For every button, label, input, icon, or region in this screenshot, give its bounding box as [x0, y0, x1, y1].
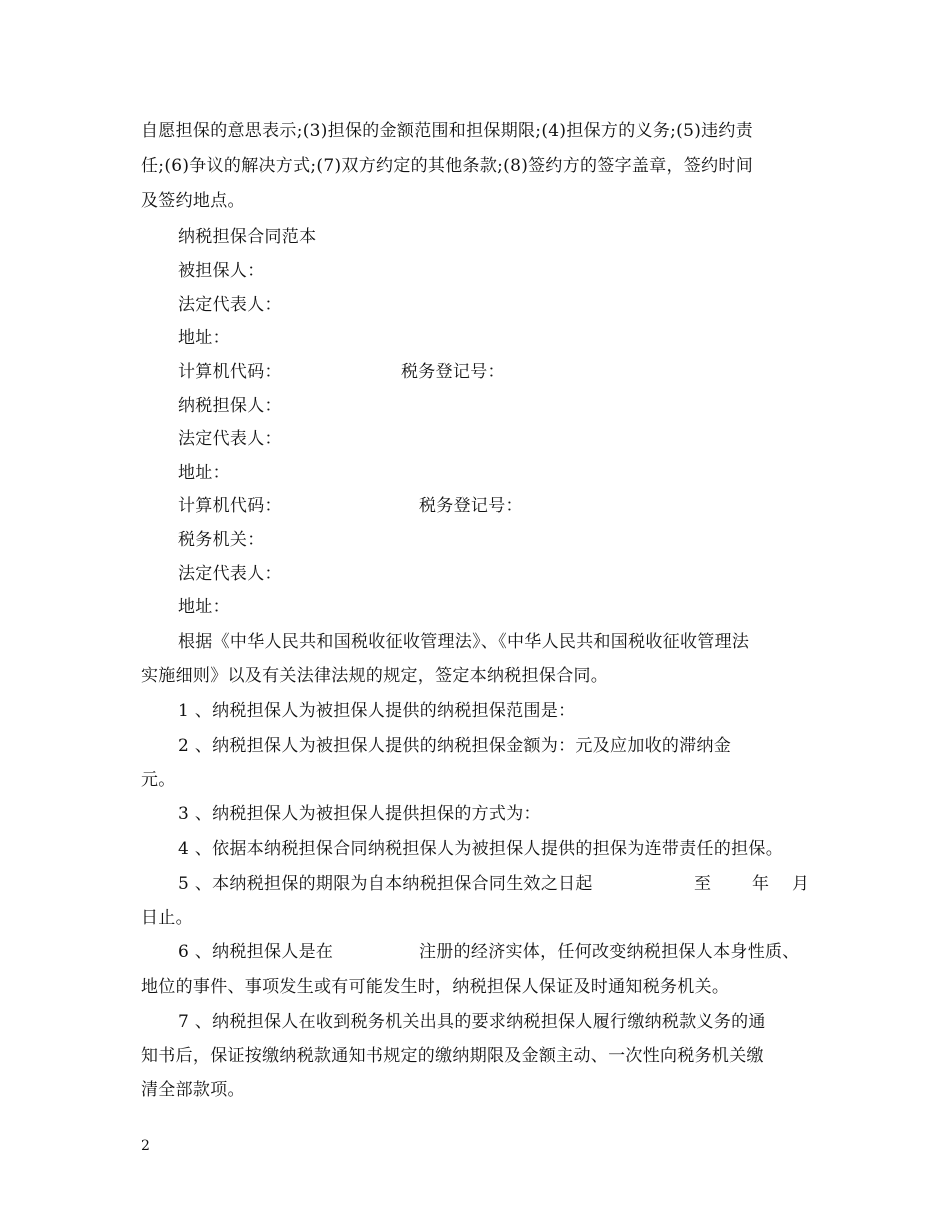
clause-1: 1 、纳税担保人为被担保人提供的纳税担保范围是：: [178, 701, 576, 721]
field-label: 法定代表人：: [178, 295, 282, 315]
clause-5: 5 、本纳税担保的期限为自本纳税担保合同生效之日起: [178, 874, 593, 894]
blank-word-year: 年: [752, 874, 770, 894]
field-label: 法定代表人：: [178, 429, 282, 449]
field-label: 被担保人：: [178, 261, 265, 281]
clause-2: 2 、纳税担保人为被担保人提供的纳税担保金额为：元及应加收的滞纳金: [178, 736, 732, 756]
text-line: 任;(6)争议的解决方式;(7)双方约定的其他条款;(8)签约方的签字盖章，签约时间: [141, 156, 754, 176]
text-line: 及签约地点。: [141, 191, 245, 211]
field-label: 税务机关：: [178, 530, 265, 550]
field-label: 计算机代码：: [178, 362, 282, 382]
text-line: 实施细则》以及有关法律法规的规定，签定本纳税担保合同。: [141, 666, 609, 686]
contract-title: 纳税担保合同范本: [178, 227, 317, 247]
text-line: 知书后，保证按缴纳税款通知书规定的缴纳期限及金额主动、一次性向税务机关缴: [141, 1046, 764, 1066]
field-label: 税务登记号：: [401, 362, 505, 382]
field-label: 法定代表人：: [178, 564, 282, 584]
clause-7: 7 、纳税担保人在收到税务机关出具的要求纳税担保人履行缴纳税款义务的通: [178, 1012, 766, 1032]
text-line: 地位的事件、事项发生或有可能发生时，纳税担保人保证及时通知税务机关。: [141, 977, 730, 997]
clause-4: 4 、依据本纳税担保合同纳税担保人为被担保人提供的担保为连带责任的担保。: [178, 839, 784, 859]
field-label: 纳税担保人：: [178, 396, 282, 416]
field-label: 税务登记号：: [419, 496, 523, 516]
clause-6: 6 、纳税担保人是在: [178, 942, 334, 962]
text-line: 清全部款项。: [141, 1080, 245, 1100]
text-line: 注册的经济实体，任何改变纳税担保人本身性质、: [419, 942, 800, 962]
field-label: 地址：: [178, 328, 230, 348]
text-line: 自愿担保的意思表示;(3)担保的金额范围和担保期限;(4)担保方的义务;(5)违约责: [141, 121, 754, 141]
clause-3: 3 、纳税担保人为被担保人提供担保的方式为：: [178, 804, 541, 824]
field-label: 地址：: [178, 597, 230, 617]
text-line: 日止。: [141, 908, 193, 928]
blank-word-month: 月: [792, 874, 810, 894]
page-number: 2: [141, 1138, 150, 1154]
text-line: 元。: [141, 770, 176, 790]
field-label: 计算机代码：: [178, 496, 282, 516]
field-label: 地址：: [178, 463, 230, 483]
blank-word-to: 至: [694, 874, 712, 894]
text-line: 根据《中华人民共和国税收征收管理法》、《中华人民共和国税收征收管理法: [178, 632, 750, 652]
